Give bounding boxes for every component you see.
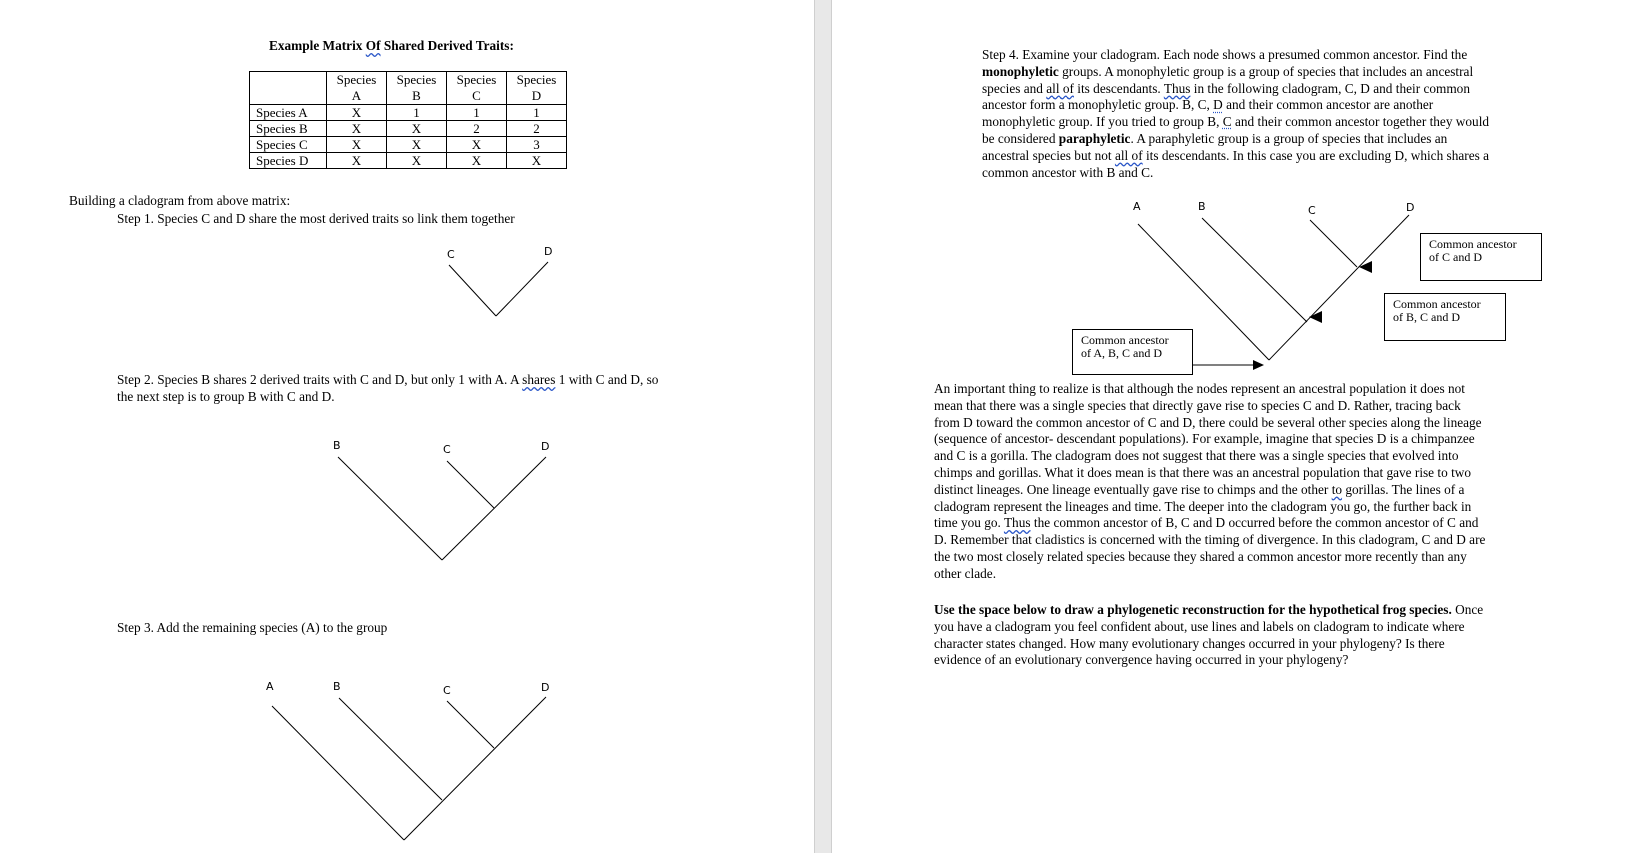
step3-text: Step 3. Add the remaining species (A) to the group: [117, 620, 388, 635]
branch-c: [447, 701, 494, 748]
step4-line: ancestral species but not all of its descendants. In this case you are excluding D, which shares a: [982, 147, 1489, 163]
label-b: B: [333, 680, 341, 693]
left-page: [0, 0, 814, 853]
page-gutter: [814, 0, 832, 853]
matrix-cell: X: [447, 153, 507, 169]
branch-c: [1310, 220, 1357, 267]
para-line: (sequence of ancestor- descendant populations). For example, imagine that species D is a chimpanzee: [934, 431, 1475, 447]
step1-text: Step 1. Species C and D share the most derived traits so link them together: [117, 211, 515, 226]
step4-line: common ancestor with B and C.: [982, 164, 1154, 180]
matrix-cell: 1: [387, 105, 447, 121]
para-line: from D toward the common ancestor of C and D, there could be several other species along the lineage: [934, 414, 1482, 430]
label-c: C: [447, 248, 455, 261]
matrix-cell: 2: [507, 121, 567, 137]
matrix-header-cell: Species C: [447, 72, 507, 105]
label-c: C: [443, 684, 451, 697]
label-b: B: [333, 439, 341, 452]
right-page: [832, 0, 1649, 853]
para-line: evidence of an evolutionary convergence having occurred in your phylogeny?: [934, 652, 1349, 668]
arrow-bcd: [1309, 311, 1322, 323]
matrix-cell: X: [447, 137, 507, 153]
step2-text: Step 2. Species B shares 2 derived traits with C and D, but only 1 with A. A shares 1 with C and D, so: [117, 372, 659, 387]
label-a: A: [266, 680, 274, 693]
matrix-cell: 3: [507, 137, 567, 153]
explanation-paragraph: [934, 381, 1554, 583]
matrix-cell: X: [327, 137, 387, 153]
step4-line: Step 4. Examine your cladogram. Each node shows a presumed common ancestor. Find the: [982, 47, 1468, 62]
step2-text-line2: the next step is to group B with C and D.: [117, 389, 335, 404]
step4-line: monophyletic groups. A monophyletic group is a group of species that includes an ancestral: [982, 63, 1474, 79]
matrix-cell: 2: [447, 121, 507, 137]
para-line: D. Remember that cladistics is concerned with the timing of divergence. In this cladogram, C and D are: [934, 532, 1486, 548]
instruction-paragraph: [934, 602, 1554, 669]
cladogram-step3: [0, 0, 814, 853]
building-heading: Building a cladogram from above matrix:: [69, 193, 291, 208]
matrix-cell: X: [327, 105, 387, 121]
label-box-abcd: Common ancestor of A, B, C and D: [1072, 329, 1193, 375]
matrix-cell: 1: [447, 105, 507, 121]
label-d: D: [544, 245, 553, 258]
matrix-row-label: Species B: [250, 121, 327, 137]
step4-line: ancestor form a monophyletic group. B, C, D and their common ancestor are another: [982, 97, 1434, 113]
para-line: distinct lineages. One lineage eventually gave rise to chimps and the other to gorillas. The lines of a: [934, 481, 1465, 497]
label-a: A: [1133, 200, 1141, 213]
branch-d: [404, 697, 546, 840]
para-line: cladogram represent the lineages and time. The deeper into the cladogram you go, the further back in: [934, 498, 1472, 514]
label-d: D: [541, 681, 550, 694]
matrix-cell: X: [507, 153, 567, 169]
label-d: D: [541, 440, 550, 453]
matrix-row-label: Species A: [250, 105, 327, 121]
matrix-cell: X: [327, 121, 387, 137]
matrix-cell: X: [387, 153, 447, 169]
para-line: you have a cladogram you feel confident about, use lines and labels on cladogram to indicate where: [934, 618, 1465, 634]
matrix-cell: X: [327, 153, 387, 169]
label-c: C: [1308, 204, 1316, 217]
para-line: An important thing to realize is that although the nodes represent an ancestral population it does not: [934, 381, 1465, 396]
matrix-cell: 1: [507, 105, 567, 121]
matrix-cell: X: [387, 137, 447, 153]
matrix-header-cell: Species A: [327, 72, 387, 105]
label-c: C: [443, 443, 451, 456]
para-line: mean that there was a single species that directly gave rise to species C and D. Rather, tracing back: [934, 397, 1461, 413]
branch-a: [272, 706, 404, 840]
matrix-header-cell: Species B: [387, 72, 447, 105]
step4-line: monophyletic group. If you tried to group B, C and their common ancestor together they would: [982, 114, 1490, 130]
para-line: and C is a gorilla. The cladogram does not suggest that there was a single species that evolved into: [934, 448, 1459, 464]
matrix-cell: X: [387, 121, 447, 137]
para-line: Use the space below to draw a phylogenetic reconstruction for the hypothetical frog species. Once: [934, 602, 1484, 617]
step4-line: species and all of its descendants. Thus in the following cladogram, C, D and their common: [982, 80, 1470, 96]
para-line: character states changed. How many evolutionary changes occurred in your phylogeny? Is there: [934, 635, 1445, 651]
branch-b: [339, 698, 442, 800]
label-box-bcd: Common ancestor of B, C and D: [1384, 293, 1506, 341]
matrix-row-label: Species C: [250, 137, 327, 153]
matrix-header-cell: Species D: [507, 72, 567, 105]
matrix-row-label: Species D: [250, 153, 327, 169]
para-line: the two most closely related species because they shared a common ancestor more recently than any: [934, 548, 1467, 564]
matrix-title: Example Matrix Of Shared Derived Traits:: [269, 38, 514, 53]
para-line: chimps and gorillas. What it does mean is that there was an ancestral population that gave rise to two: [934, 464, 1472, 480]
label-box-cd: Common ancestor of C and D: [1420, 233, 1542, 281]
para-line: time you go. Thus the common ancestor of B, C and D occurred before the common ancestor of C and: [934, 515, 1479, 531]
arrow-abcd-head: [1253, 360, 1264, 370]
label-d: D: [1406, 201, 1415, 214]
arrow-cd: [1359, 261, 1372, 273]
para-line: other clade.: [934, 565, 997, 581]
step4-line: be considered paraphyletic. A paraphyletic group is a group of species that includes an: [982, 130, 1448, 146]
label-b: B: [1198, 200, 1206, 213]
